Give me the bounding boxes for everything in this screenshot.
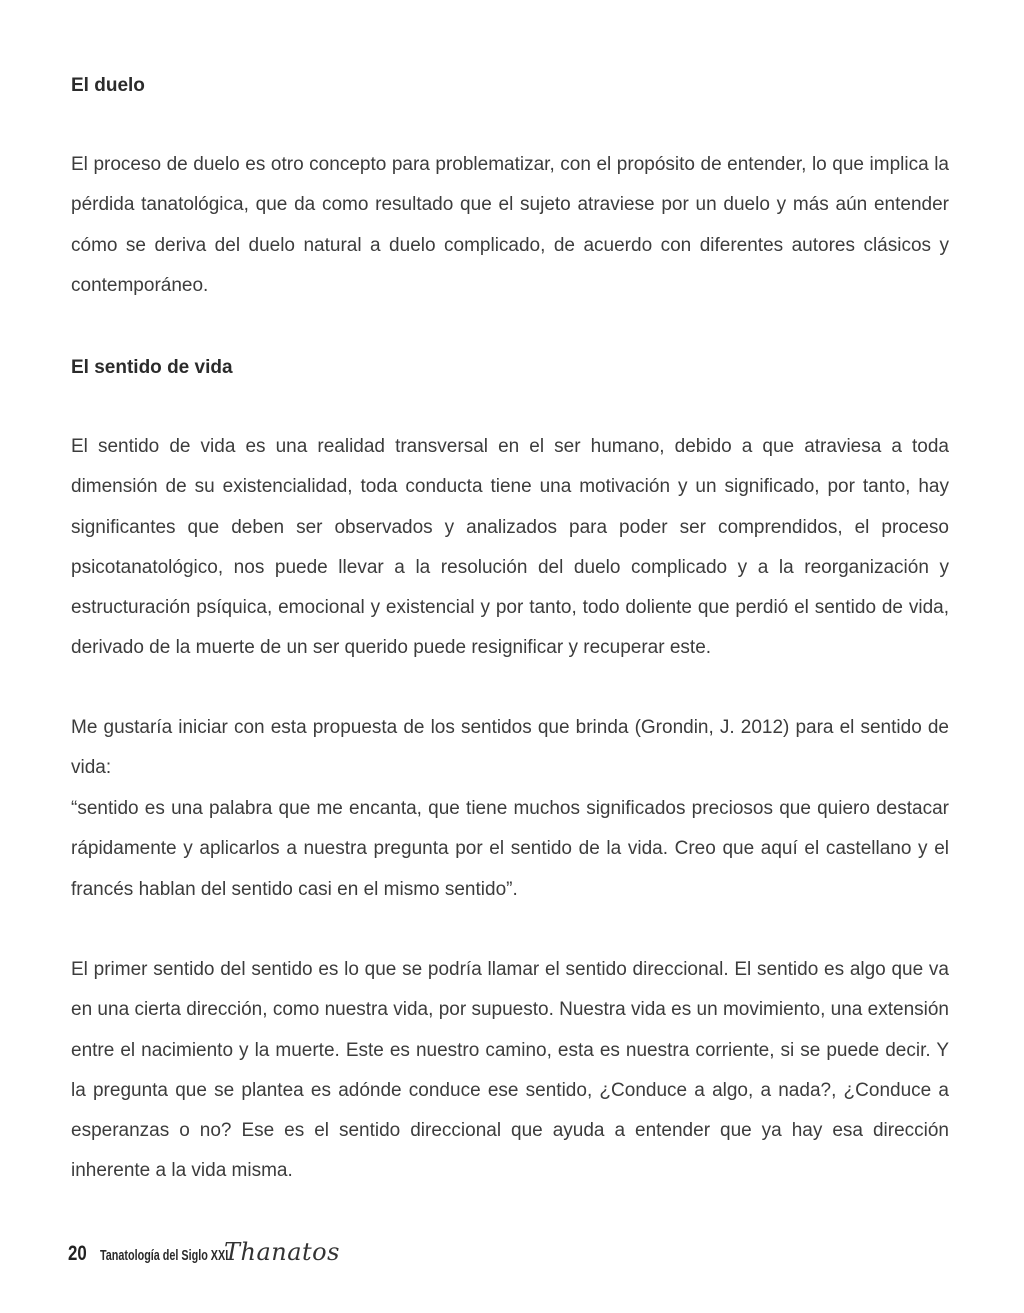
page-number: 20 [68,1242,87,1265]
brand-logo-text: Thanatos [224,1238,340,1266]
paragraph-grondin-intro: Me gustaría iniciar con esta propuesta de los sentidos que brinda (Grondin, J. 2012) para el sentido de vida: [71,717,949,779]
page-footer [68,1238,340,1272]
paragraph-sentido-direccional: El primer sentido del sentido es lo que se podría llamar el sentido direccional. El sentido es algo que va en una cierta dirección, como nuestra vida, por supuesto. Nuestra vida es un movimiento, una extensión entre el nacimiento y la muerte. Este es nuestro camino, esta es nuestra corriente, si se puede decir. Y la pregunta que se plantea es adónde conduce ese sentido, ¿Conduce a algo, a nada?, ¿Conduce a esperanzas o no? Ese es el sentido direccional que ayuda a entender que ya hay esa dirección inherente a la vida misma. [71,959,949,1182]
paragraph-sentido-de-vida-intro: El sentido de vida es una realidad transversal en el ser humano, debido a que atraviesa a toda dimensión de su existencialidad, toda conducta tiene una motivación y un significado, por tanto, hay significantes que deben ser observados y analizados para poder ser comprendidos, el proceso psicotanatológico, nos puede llevar a la resolución del duelo complicado y a la reorganización y estructuración psíquica, emocional y existencial y por tanto, todo doliente que perdió el sentido de vida, derivado de la muerte de un ser querido puede resignificar y recuperar este. [71,436,949,659]
paragraph-grondin-quote: “sentido es una palabra que me encanta, que tiene muchos significados preciosos que quiero destacar rápidamente y aplicarlos a nuestra pregunta por el sentido de la vida. Creo que aquí el castellano y el francés hablan del sentido casi en el mismo sentido”. [71,798,949,900]
section-heading-duelo: El duelo [71,75,145,96]
section-heading-sentido-de-vida: El sentido de vida [71,357,233,378]
paragraph-duelo: El proceso de duelo es otro concepto para problematizar, con el propósito de entender, lo que implica la pérdida tanatológica, que da como resultado que el sujeto atraviese por un duelo y más aún entender cómo se deriva del duelo natural a duelo complicado, de acuerdo con diferentes autores clásicos y contemporáneo. [71,154,949,296]
journal-name: Tanatología del Siglo XXI [100,1247,229,1264]
